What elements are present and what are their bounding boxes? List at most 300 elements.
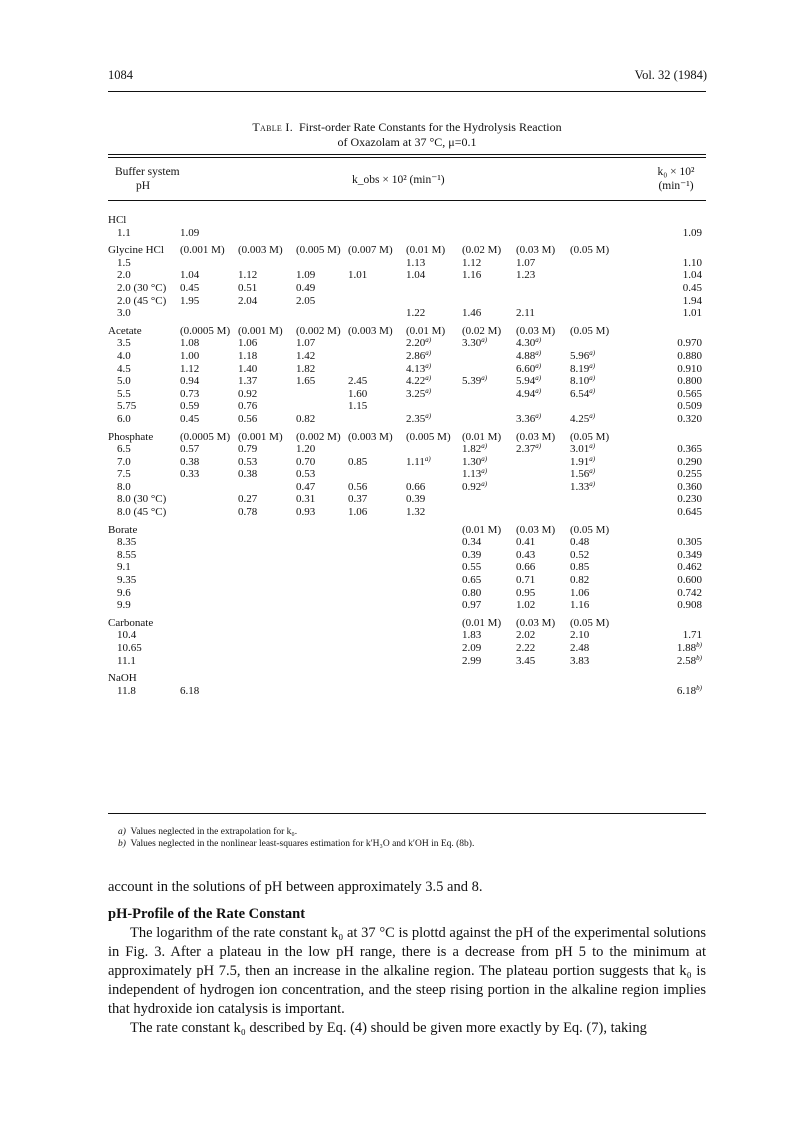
cell-kobs [180,587,238,600]
cell-kobs: 1.16 [462,269,482,282]
cell-kobs: 1.23 [516,269,536,282]
footnote-mark: a) [535,411,542,420]
cell-kobs [462,214,516,227]
footnote-mark: a) [481,374,488,383]
cell-kobs [296,685,348,698]
cell-kobs: 0.47 [296,480,316,493]
cell-kobs [516,400,570,413]
cell-kobs [406,587,462,600]
cell-k0: 1.88$^{b)}$ [676,641,702,654]
cell-ph: 6.0 [117,412,131,425]
cell-kobs [570,214,640,227]
cell-k0: 0.320 [677,412,702,425]
cell-kobs [516,481,570,494]
cell-kobs [516,685,570,698]
cell-kobs: 0.73 [180,387,200,400]
cell-kobs: 1.30$^{a)}$ [462,454,488,468]
cell-kobs [180,524,238,537]
cell-kobs [296,599,348,612]
cell-kobs [406,468,462,481]
cell-kobs [516,214,570,227]
table-row [108,456,706,469]
cell-kobs: (0.03 M) [516,430,556,443]
cell-kobs [348,257,406,270]
cell-ph: 7.5 [117,468,131,481]
cell-kobs [296,655,348,668]
cell-ph: Borate [108,523,138,536]
cell-kobs [180,536,238,549]
cell-kobs: 4.94$^{a)}$ [516,386,542,400]
cell-kobs [180,481,238,494]
cell-kobs: 0.39 [406,493,426,506]
cell-kobs: 3.45 [516,654,536,667]
table-row [108,655,706,668]
cell-k0: 0.742 [677,586,702,599]
table-row [108,282,706,295]
cell-ph: 10.4 [117,629,137,642]
cell-kobs: 5.96$^{a)}$ [570,348,596,362]
cell-kobs [406,400,462,413]
cell-kobs: 1.42 [296,349,316,362]
cell-k0: 0.565 [677,387,702,400]
cell-kobs: 0.55 [462,561,482,574]
cell-kobs [348,642,406,655]
cell-kobs [348,536,406,549]
cell-k0: 0.645 [677,506,702,519]
footnote-mark: a) [481,442,488,451]
cell-kobs: 1.00 [180,349,200,362]
cell-kobs: (0.03 M) [516,616,556,629]
cell-kobs [238,549,296,562]
page-number: 1084 [108,68,133,82]
cell-kobs: 0.92$^{a)}$ [462,479,488,493]
cell-ph: 10.65 [117,642,142,654]
paragraph-continuation: account in the solutions of pH between approximately 3.5 and 8. [108,879,483,895]
cell-k0: 1.09 [682,226,702,239]
cell-kobs: 1.12 [462,256,482,269]
footnote-mark: a) [535,348,542,357]
cell-kobs: 1.08 [180,337,200,350]
table-row [108,506,706,519]
cell-kobs: 0.82 [296,412,316,425]
cell-kobs: 1.46 [462,307,482,320]
cell-kobs: 1.65 [296,375,316,388]
cell-k0: 1.01 [682,307,702,320]
cell-kobs: 1.12 [238,269,258,282]
footnote-mark: a) [589,467,596,476]
cell-kobs [296,214,348,227]
cell-k0: 0.360 [677,480,702,493]
cell-kobs [462,506,516,519]
cell-kobs: 1.82$^{a)}$ [462,442,488,456]
cell-kobs: 1.06 [238,337,258,350]
cell-k0: 0.908 [677,599,702,612]
cell-kobs [406,227,462,240]
cell-k0: 6.18$^{b)}$ [676,683,702,697]
footnote-mark: a) [424,454,431,463]
cell-ph: 6.5 [117,443,131,456]
cell-kobs: 0.97 [462,599,482,612]
cell-kobs [516,295,570,308]
cell-kobs: 0.78 [238,506,258,519]
cell-kobs: 0.49 [296,281,316,294]
cell-k0: 0.910 [677,362,702,375]
cell-kobs [462,350,516,363]
table-row [108,587,706,600]
footnote-mark: a) [535,336,542,345]
cell-kobs: 1.95 [180,294,200,307]
cell-kobs [180,672,238,685]
cell-k0: 1.94 [682,294,702,307]
footnote-mark: a) [425,361,432,370]
cell-kobs [348,468,406,481]
cell-kobs: 1.11$^{a)}$ [406,454,431,468]
paragraph-ph-profile: The logarithm of the rate constant k₀ at 37 °C is plottd against the pH of the experimental solutions in Fig. 3. After a plateau in the low pH range, there is a decrease from pH 5 to the minimum at approximately pH 7.5, then an increase in the alkaline region. The plateau portion suggests that k₀ is independent of hydrogen ion concentration, and the steep rising portion in the alkaline region implies that hydroxide ion catalysis is important. [108,925,706,1017]
cell-kobs [570,257,640,270]
cell-kobs [238,214,296,227]
cell-kobs [348,295,406,308]
cell-kobs: 0.34 [462,536,482,549]
cell-kobs [406,295,462,308]
cell-kobs: 0.65 [462,574,482,587]
header-k0-unit: (min⁻¹) [658,180,694,192]
cell-kobs: 0.33 [180,468,200,481]
table-row [108,375,706,388]
cell-kobs [348,443,406,456]
paragraph-rate-constant: The rate constant k₀ described by Eq. (4) should be given more exactly by Eq. (7), taking [130,1020,647,1036]
cell-ph: 5.75 [117,400,137,413]
cell-kobs: 3.25$^{a)}$ [406,386,432,400]
cell-kobs: (0.007 M) [348,244,393,257]
footnote-mark: a) [589,348,596,357]
cell-kobs: 0.66 [516,561,536,574]
cell-k0 [640,214,706,227]
cell-kobs: 1.22 [406,307,426,320]
cell-ph: 9.9 [117,599,131,612]
cell-kobs: 3.01$^{a)}$ [570,442,596,456]
cell-kobs: (0.03 M) [516,523,556,536]
cell-kobs: (0.003 M) [348,430,393,443]
cell-kobs: 1.04 [406,269,426,282]
cell-kobs: (0.0005 M) [180,324,231,337]
cell-kobs: 0.94 [180,375,200,388]
header-k0: k₀ × 10² [657,166,695,178]
cell-k0: 0.305 [677,536,702,549]
cell-kobs: 2.45 [348,375,368,388]
footnote-mark: b) [696,683,702,692]
cell-kobs: 0.70 [296,455,316,468]
cell-k0: 1.10 [682,256,702,269]
journal-volume: Vol. 32 (1984) [634,68,707,82]
table-row [108,599,706,612]
cell-kobs [516,468,570,481]
cell-kobs: 1.06 [570,586,590,599]
table-row [108,307,706,320]
cell-kobs [516,672,570,685]
footnote-mark: a) [589,454,596,463]
cell-kobs: 0.66 [406,480,426,493]
cell-kobs: 0.82 [570,574,590,587]
cell-ph: 5.5 [117,387,131,400]
cell-kobs: 0.85 [348,455,368,468]
cell-kobs [462,413,516,426]
cell-ph: 8.0 (30 °C) [117,493,167,506]
cell-kobs: 2.37$^{a)}$ [516,442,542,456]
table-row [108,561,706,574]
cell-ph: 3.5 [117,337,131,350]
table-top-rule [108,154,706,155]
cell-kobs [462,388,516,401]
table-row [108,363,706,376]
cell-kobs: 2.09 [462,642,482,654]
footnote-mark: a) [535,374,542,383]
cell-kobs: 0.85 [570,561,590,574]
cell-kobs: 0.59 [180,400,200,413]
cell-kobs [348,574,406,587]
cell-kobs: 1.12 [180,362,200,375]
cell-kobs [462,400,516,413]
footnote-mark: a) [589,442,596,451]
cell-kobs: (0.001 M) [238,324,283,337]
cell-ph: 4.5 [117,362,131,375]
table-row [108,642,706,655]
cell-kobs: 1.15 [348,400,368,413]
cell-kobs [296,561,348,574]
cell-kobs: 8.19$^{a)}$ [570,361,596,375]
cell-kobs: 0.39 [462,548,482,561]
cell-kobs: 0.76 [238,400,258,413]
cell-ph: Acetate [108,324,142,337]
table-bottom-rule [108,813,706,814]
cell-kobs [570,269,640,282]
cell-kobs [406,214,462,227]
cell-kobs: (0.01 M) [406,324,446,337]
cell-kobs: (0.01 M) [462,616,502,629]
cell-kobs: 5.39$^{a)}$ [462,374,488,388]
cell-kobs: (0.05 M) [570,616,610,629]
cell-kobs [180,599,238,612]
cell-ph: 8.0 (45 °C) [117,506,167,519]
table-group-row [108,431,706,444]
cell-kobs [348,524,406,537]
footnote-mark: a) [535,442,542,451]
cell-kobs: (0.03 M) [516,324,556,337]
cell-kobs: 0.53 [238,455,258,468]
footnote-mark: a) [589,411,596,420]
footnote-mark: a) [425,336,432,345]
cell-kobs [348,587,406,600]
cell-kobs [406,561,462,574]
cell-kobs: 2.48 [570,642,590,654]
cell-ph: 8.55 [117,548,137,561]
cell-kobs [180,629,238,642]
cell-kobs [238,629,296,642]
cell-k0: 1.71 [682,629,702,642]
cell-kobs [462,363,516,376]
cell-kobs: 1.82 [296,362,316,375]
cell-ph: 8.35 [117,536,137,549]
cell-kobs [348,363,406,376]
cell-kobs: 1.60 [348,387,368,400]
cell-kobs: (0.001 M) [180,244,225,257]
cell-kobs [348,350,406,363]
table-top-rule-2 [108,157,706,158]
cell-k0 [640,325,706,338]
cell-kobs: 3.83 [570,654,590,667]
cell-kobs [238,307,296,320]
cell-ph: 3.0 [117,307,131,320]
cell-kobs [348,214,406,227]
cell-kobs: (0.002 M) [296,324,341,337]
cell-ph: NaOH [108,672,137,685]
cell-kobs [406,549,462,562]
cell-kobs [570,282,640,295]
cell-kobs: 0.38 [180,455,200,468]
cell-kobs: (0.001 M) [238,430,283,443]
cell-ph: HCl [108,214,127,226]
cell-kobs [406,655,462,668]
cell-kobs [516,506,570,519]
cell-ph: 2.0 (45 °C) [117,294,167,307]
cell-kobs: 0.56 [348,480,368,493]
cell-kobs [238,257,296,270]
cell-kobs: 3.36$^{a)}$ [516,411,542,425]
footnote-a: a) Values neglected in the extrapolation for k₀. [118,827,298,837]
cell-kobs: 0.48 [570,536,590,549]
cell-kobs: 6.54$^{a)}$ [570,386,596,400]
cell-kobs: 1.13$^{a)}$ [462,467,488,481]
table-row [108,574,706,587]
cell-kobs: 1.32 [406,506,426,519]
cell-kobs: 1.18 [238,349,258,362]
cell-kobs [296,574,348,587]
cell-kobs [296,388,348,401]
table-group-row [108,214,706,227]
cell-kobs: 3.30$^{a)}$ [462,336,488,350]
cell-kobs: (0.005 M) [296,244,341,257]
cell-kobs: 1.20 [296,443,316,456]
table-label: Table I. [252,120,293,134]
table-row [108,481,706,494]
cell-kobs [238,481,296,494]
cell-kobs: 4.22$^{a)}$ [406,374,432,388]
cell-kobs [348,282,406,295]
footnote-mark: a) [481,336,488,345]
cell-kobs [516,282,570,295]
cell-k0: 0.349 [677,548,702,561]
cell-kobs [516,493,570,506]
cell-kobs: 0.79 [238,443,258,456]
cell-kobs [296,536,348,549]
header-ph: pH [136,180,151,192]
cell-kobs [180,506,238,519]
cell-kobs [348,685,406,698]
cell-kobs: (0.01 M) [462,523,502,536]
footnote-mark: a) [589,361,596,370]
cell-kobs [348,549,406,562]
table-row [108,295,706,308]
cell-kobs [238,655,296,668]
cell-kobs: 0.57 [180,443,200,456]
footnote-mark: a) [589,374,596,383]
footnote-mark: a) [425,411,432,420]
cell-kobs [238,587,296,600]
header-bottom-rule [108,200,706,201]
table-footnotes [118,826,474,850]
cell-k0: 0.462 [677,561,702,574]
cell-ph: 1.5 [117,256,131,269]
footnote-b: b) Values neglected in the nonlinear least-squares estimation for k′H₃O and k′OH in Eq. (8b). [118,839,475,849]
table-row [108,269,706,282]
cell-kobs: 1.33$^{a)}$ [570,479,596,493]
cell-ph: Glycine HCl [108,244,164,257]
cell-kobs [406,443,462,456]
cell-kobs [348,561,406,574]
cell-kobs [296,672,348,685]
cell-kobs: 1.06 [348,506,368,519]
cell-ph: Phosphate [108,430,154,443]
cell-kobs [296,642,348,655]
cell-kobs: 4.88$^{a)}$ [516,348,542,362]
cell-kobs [406,599,462,612]
cell-kobs [296,524,348,537]
cell-kobs: 2.02 [516,629,536,642]
table-row [108,388,706,401]
cell-kobs [570,685,640,698]
cell-kobs: 1.37 [238,375,258,388]
cell-kobs [180,307,238,320]
cell-kobs [406,524,462,537]
cell-ph: 9.1 [117,561,131,574]
table-row [108,413,706,426]
cell-kobs [180,257,238,270]
cell-kobs [238,672,296,685]
table-row [108,350,706,363]
cell-kobs: 1.91$^{a)}$ [570,454,596,468]
cell-kobs [406,617,462,630]
cell-kobs [570,295,640,308]
cell-kobs: 8.10$^{a)}$ [570,374,596,388]
cell-kobs [406,574,462,587]
cell-ph: 2.0 (30 °C) [117,281,167,294]
cell-kobs [238,642,296,655]
cell-kobs [348,307,406,320]
footnote-mark: a) [425,386,432,395]
cell-kobs: (0.05 M) [570,430,610,443]
cell-k0: 0.970 [677,337,702,350]
cell-kobs: 4.30$^{a)}$ [516,336,542,350]
cell-kobs: (0.05 M) [570,324,610,337]
table-row [108,685,706,698]
cell-kobs [296,549,348,562]
cell-kobs: 2.22 [516,642,536,654]
cell-ph: 4.0 [117,349,131,362]
table-row [108,227,706,240]
cell-k0: 0.800 [677,375,702,388]
cell-kobs: 1.40 [238,362,258,375]
cell-kobs [238,617,296,630]
cell-kobs [296,257,348,270]
table-row [108,337,706,350]
cell-kobs: 0.53 [296,468,316,481]
footnote-mark: a) [481,467,488,476]
cell-kobs [462,282,516,295]
cell-kobs: 1.02 [516,599,536,612]
cell-ph: 9.6 [117,586,131,599]
cell-kobs: 1.09 [180,226,200,239]
cell-k0: 0.509 [677,400,702,413]
cell-kobs [348,672,406,685]
